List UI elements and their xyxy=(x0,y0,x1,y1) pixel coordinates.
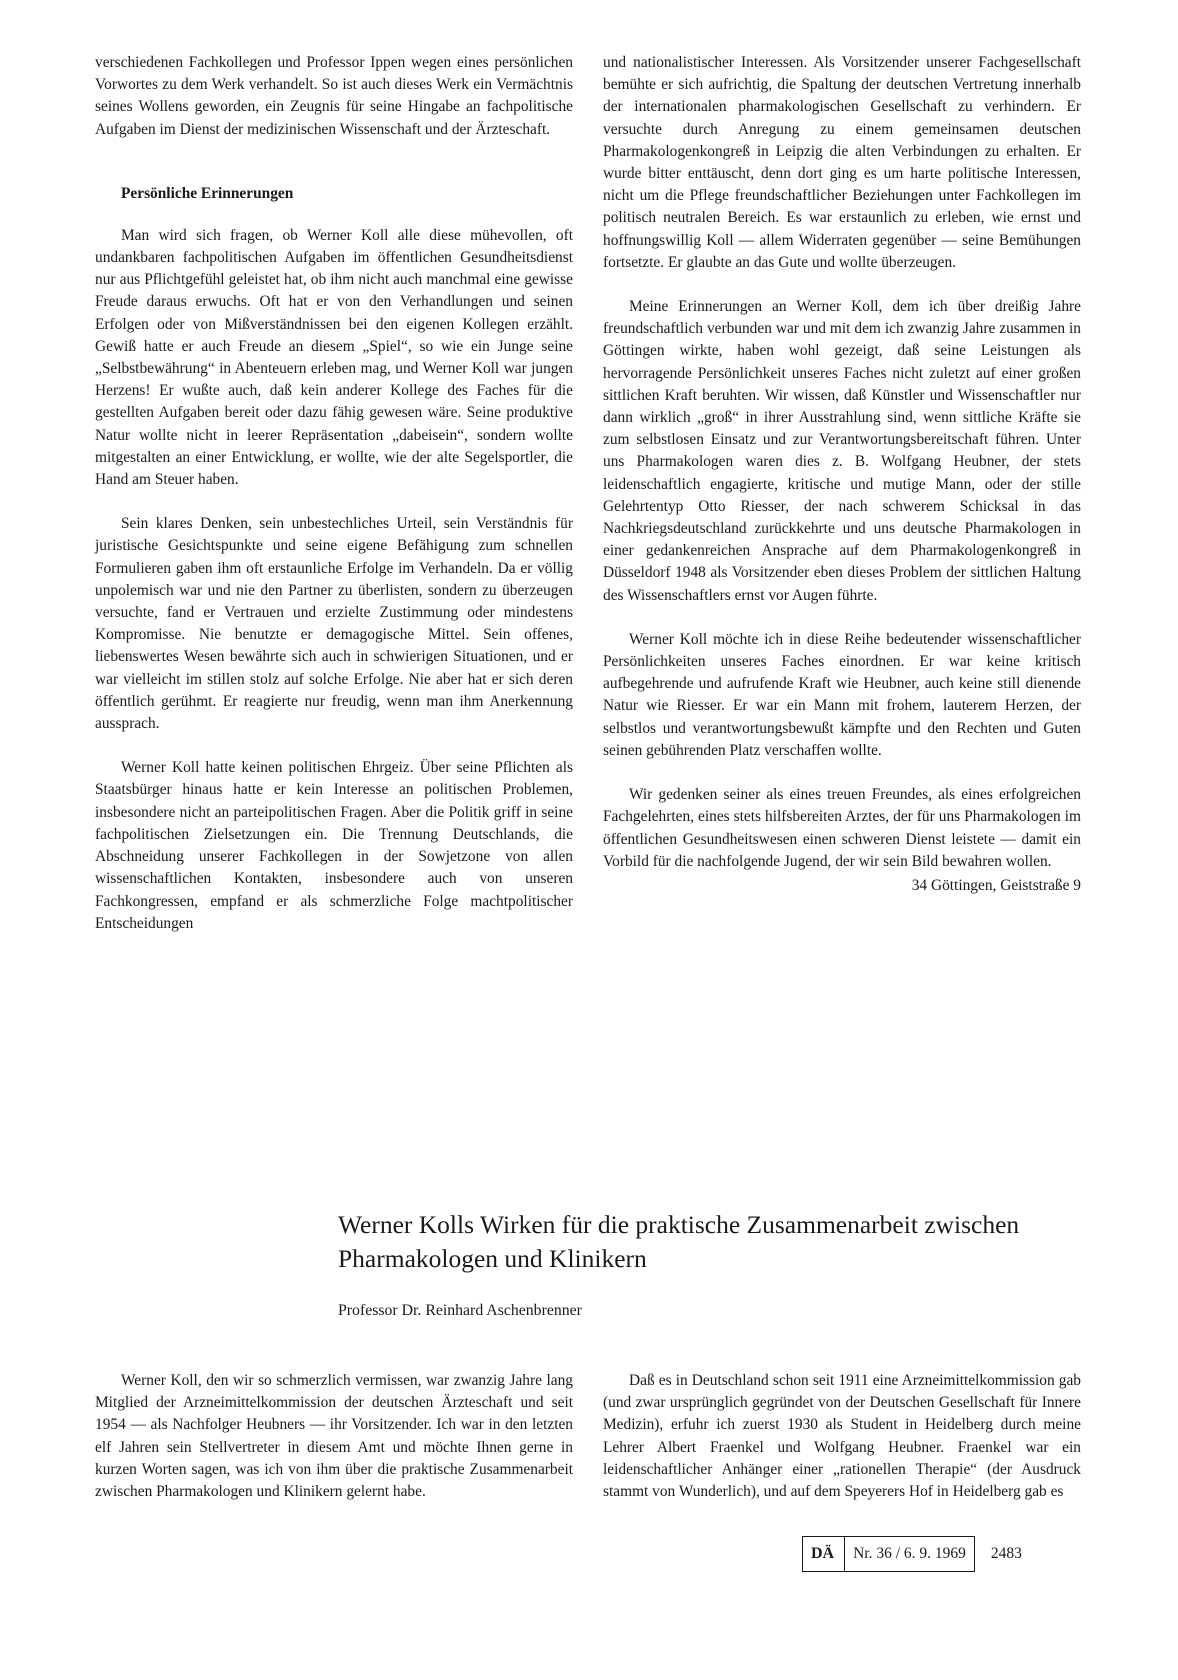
paragraph: verschiedenen Fachkollegen und Professor Ippen wegen eines persönlichen Vorwortes zu dem Werk verhandelt. So ist auch dieses Werk ein Vermächtnis seines Wollens geworden, ein Zeugnis für seine Hingabe an fachpolitische Aufgaben im Dienst der medizinischen Wissenschaft und der Ärzteschaft. xyxy=(95,54,573,138)
paragraph: Meine Erinnerungen an Werner Koll, dem ich über dreißig Jahre freundschaftlich verbunden war und mit dem ich zwanzig Jahre zusammen in Göttingen wirkte, haben wohl gezeigt, daß seine Leistungen als hervorragende Persönlichkeit unseres Faches nicht zuletzt auf einer großen sittlichen Kraft beruhten. Wir wissen, daß Künstler und Wissenschaftler nur dann wirklich „groß“ in ihrer Ausstrahlung sind, wenn sittliche Kräfte sie zum selbstlosen Einsatz und zur Verantwortungsbereitschaft führen. Unter uns Pharmakologen waren dies z. B. Wolfgang Heubner, der stets leidenschaftlich engagierte, kritische und mutige Mann, oder der stille Gelehrtentyp Otto Riesser, der nach schwerem Schicksal in das Nachkriegsdeutschland zurückkehrte und uns deutsche Pharmakologen in einer gedankenreichen Ansprache auf dem Pharmakologenkongreß in Düsseldorf 1948 als Vorsitzender eben dieses Problem der sittlichen Haltung des Wissenschaftlers ernst vor Augen führte. xyxy=(603,298,1081,604)
paragraph: Werner Koll, den wir so schmerzlich vermissen, war zwanzig Jahre lang Mitglied der Arzneimittelkommission der deutschen Ärzteschaft und seit 1954 — als Nachfolger Heubners — ihr Vorsitzender. Ich war in den letzten elf Jahren sein Stellvertreter in diesem Amt und möchte Ihnen gerne in kurzen Worten sagen, was ich von ihm über die praktische Zusammenarbeit zwischen Pharmakologen und Klinikern gelernt habe. xyxy=(95,1372,573,1501)
paragraph: Werner Koll hatte keinen politischen Ehrgeiz. Über seine Pflichten als Staatsbürger hinaus hatte er kein Interesse an politischen Problemen, insbesondere nicht an parteipolitischen Fragen. Aber die Politik griff in seine fachpolitischen Zielsetzungen ein. Die Trennung Deutschlands, die Abschneidung unserer Fachkollegen in der Sowjetzone von allen wissenschaftlichen Kontakten, insbesondere auch von unseren Fachkongressen, empfand er als schmerzliche Folge machtpolitischer Entscheidungen xyxy=(95,759,573,932)
page-number: 2483 xyxy=(990,1545,1022,1562)
article2-column-left xyxy=(95,1370,573,1503)
paragraph: Sein klares Denken, sein unbestechliches Urteil, sein Verständnis für juristische Gesichtspunkte und seine eigene Befähigung zum schnellen Formulieren gaben ihm oft erstaunliche Erfolge im Verhandeln. Da er völlig unpolemisch war und nie den Partner zu überlisten, sondern zu überzeugen versuchte, fand er Vertrauen und erzielte Zustimmung oder mindestens Kompromisse. Nie benutzte er demagogische Mittel. Sein offenes, liebenswertes Wesen bewährte sich auch in schwierigen Situationen, und er war vielleicht im stillen stolz auf solche Erfolge. Nie aber hat er sich deren öffentlich gerühmt. Er reagierte nur freudig, wenn man ihm Anerkennung aussprach. xyxy=(95,515,573,733)
issue-info: Nr. 36 / 6. 9. 1969 xyxy=(853,1545,966,1562)
article-title: Werner Kolls Wirken für die praktische Zusammenarbeit zwischen Pharmakologen und Klinikern xyxy=(338,1210,1020,1273)
column-right xyxy=(603,52,1081,897)
address: 34 Göttingen, Geiststraße 9 xyxy=(911,876,1081,894)
paragraph: Werner Koll möchte ich in diese Reihe bedeutender wissenschaftlicher Persönlichkeiten unseres Faches einordnen. Er war keine kritisch aufbegehrende und aufrufende Kraft wie Heubner, auch keine still dienende Natur wie Riesser. Er war ein Mann mit frohem, lauterem Herzen, der selbstlos und verantwortungsbewußt kämpfte und den Rechten und Guten seinen gebührenden Platz verschaffen wollte. xyxy=(603,630,1081,759)
journal-box xyxy=(802,1536,975,1572)
journal-logo: DÄ xyxy=(803,1537,845,1571)
paragraph: Daß es in Deutschland schon seit 1911 eine Arzneimittelkommission gab (und zwar ursprünglich gegründet von der Deutschen Gesellschaft für Innere Medizin), erfuhr ich zuerst 1930 als Student in Heidelberg durch meine Lehrer Albert Fraenkel und Wolfgang Heubner. Fraenkel war ein leidenschaftlicher Anhänger einer „rationellen Therapie“ (der Ausdruck stammt von Wunderlich), und auf dem Speyerers Hof in Heidelberg gab es xyxy=(603,1372,1081,1501)
paragraph: und nationalistischer Interessen. Als Vorsitzender unserer Fachgesellschaft bemühte er sich aufrichtig, die Spaltung der deutschen Vertretung innerhalb der internationalen pharmakologischen Gesellschaft zu verhindern. Er versuchte durch Anregung zu einem gemeinsamen deutschen Pharmakologenkongreß in Leipzig die alten Verbindungen zu erhalten. Er wurde bitter enttäuscht, denn dort ging es um harte politische Interessen, nicht um die Pflege freundschaftlicher Beziehungen unter Fachkollegen im politisch neutralen Bereich. Es war erstaunlich zu erleben, wie ernst und hoffnungswillig Koll — allem Widerraten gegenüber — seine Bemühungen fortsetzte. Er glaubte an das Gute und wollte überzeugen. xyxy=(603,54,1081,271)
article2-column-right xyxy=(603,1370,1081,1503)
paragraph: Man wird sich fragen, ob Werner Koll alle diese mühevollen, oft undankbaren fachpolitischen Aufgaben im öffentlichen Gesundheitsdienst nur aus Pflichtgefühl geleistet hat, ob ihm nicht auch manchmal eine gewisse Freude daraus erwuchs. Oft hat er von den Verhandlungen und seinen Erfolgen oder von Mißverständnissen bei den eigenen Kollegen erzählt. Gewiß hatte er auch Freude an diesem „Spiel“, so wie ein Junge seine „Selbstbewährung“ in Abenteuern erleben mag, und Werner Koll war jungen Herzens! Er wußte auch, daß kein anderer Kollege des Faches für die gestellten Aufgaben bereit oder dazu fähig gewesen wäre. Seine produktive Natur wollte nicht in leerer Repräsentation „dabeisein“, sondern wollte mitgestalten an einer Entwicklung, er wollte, wie der alte Segelsportler, die Hand am Steuer haben. xyxy=(95,226,573,489)
column-left xyxy=(95,52,573,935)
section-heading: Persönliche Erinnerungen xyxy=(121,184,294,202)
page-footer xyxy=(802,1536,1022,1572)
article-author: Professor Dr. Reinhard Aschenbrenner xyxy=(338,1302,582,1319)
paragraph: Wir gedenken seiner als eines treuen Freundes, als eines erfolgreichen Fachgelehrten, eines stets hilfsbereiten Arztes, der für uns Pharmakologen im öffentlichen Gesundheitswesen einen schweren Dienst leistete — damit ein Vorbild für die nachfolgende Jugend, der wir sein Bild bewahren wollen. xyxy=(603,786,1081,870)
